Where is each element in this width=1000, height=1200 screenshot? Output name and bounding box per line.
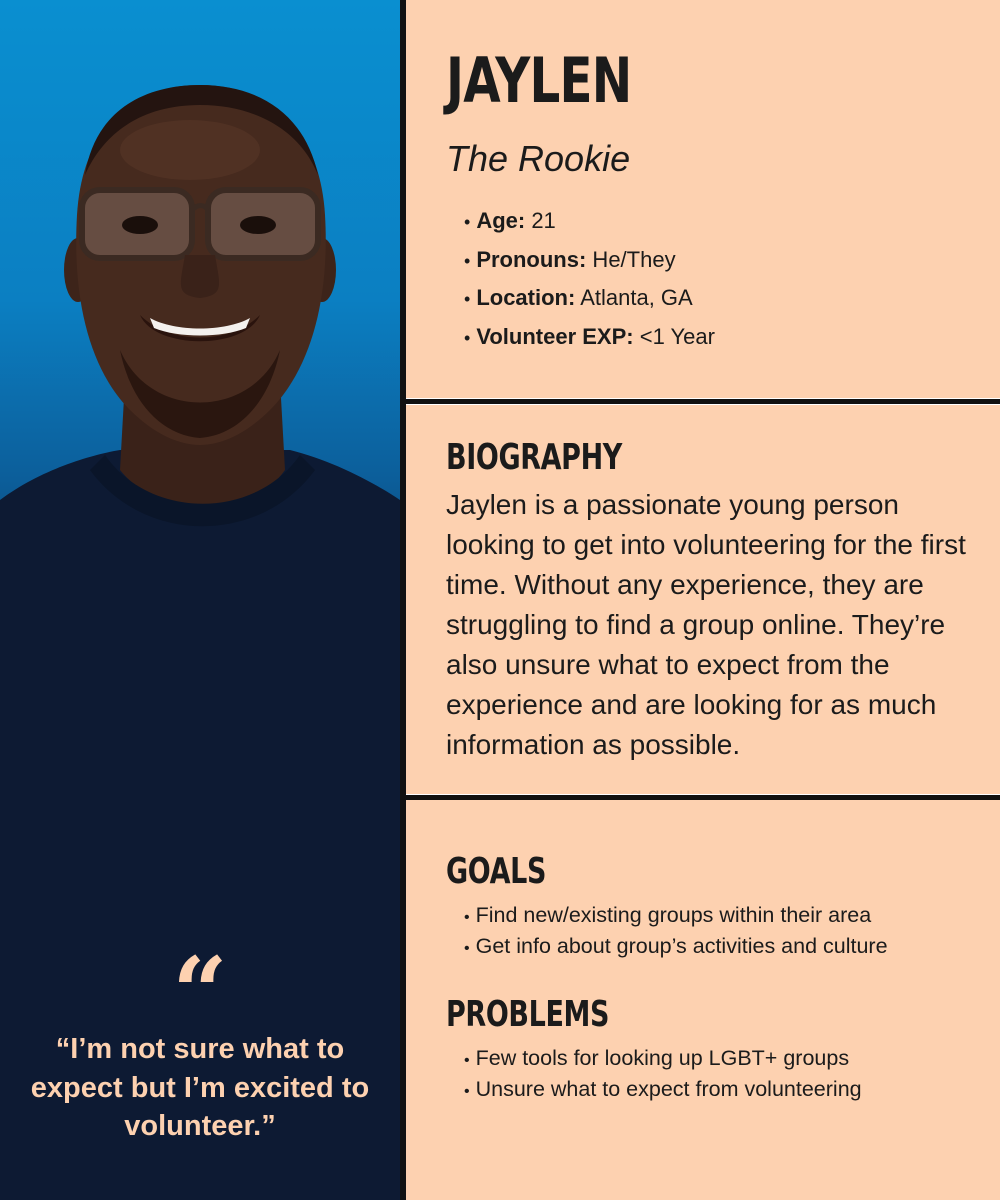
biography-panel [406, 405, 1000, 794]
quote-mark: “ [172, 936, 228, 1049]
persona-quote: “I’m not sure what to expect but I’m excited to volunteer.” [30, 1033, 370, 1142]
persona-facts-list [464, 205, 715, 359]
goals-list [464, 901, 888, 963]
persona-archetype: The Rookie [446, 138, 631, 179]
goals-problems-panel [406, 800, 1000, 1200]
fact-volunteer-exp: • Volunteer EXP: <1 Year [464, 321, 715, 360]
list-item: • Unsure what to expect from volunteering [464, 1075, 862, 1106]
fact-age: • Age: 21 [464, 205, 715, 244]
problems-list [464, 1044, 862, 1106]
fact-location: • Location: Atlanta, GA [464, 282, 715, 321]
horizontal-divider [406, 399, 1000, 404]
goals-heading: GOALS [446, 851, 547, 892]
persona-photo [0, 0, 400, 1200]
biography-heading: BIOGRAPHY [446, 437, 622, 478]
list-item: • Few tools for looking up LGBT+ groups [464, 1044, 862, 1075]
identity-panel [406, 0, 1000, 398]
problems-heading: PROBLEMS [446, 994, 610, 1035]
list-item: • Find new/existing groups within their area [464, 901, 888, 932]
fact-pronouns: • Pronouns: He/They [464, 244, 715, 283]
persona-name: JAYLEN [446, 44, 632, 117]
biography-text: Jaylen is a passionate young person looking to get into volunteering for the first time. Without any experience, they are struggling to find a group online. They’re also unsure what to expect from the experience and are looking for as much information as possible. [446, 489, 966, 760]
list-item: • Get info about group’s activities and culture [464, 932, 888, 963]
